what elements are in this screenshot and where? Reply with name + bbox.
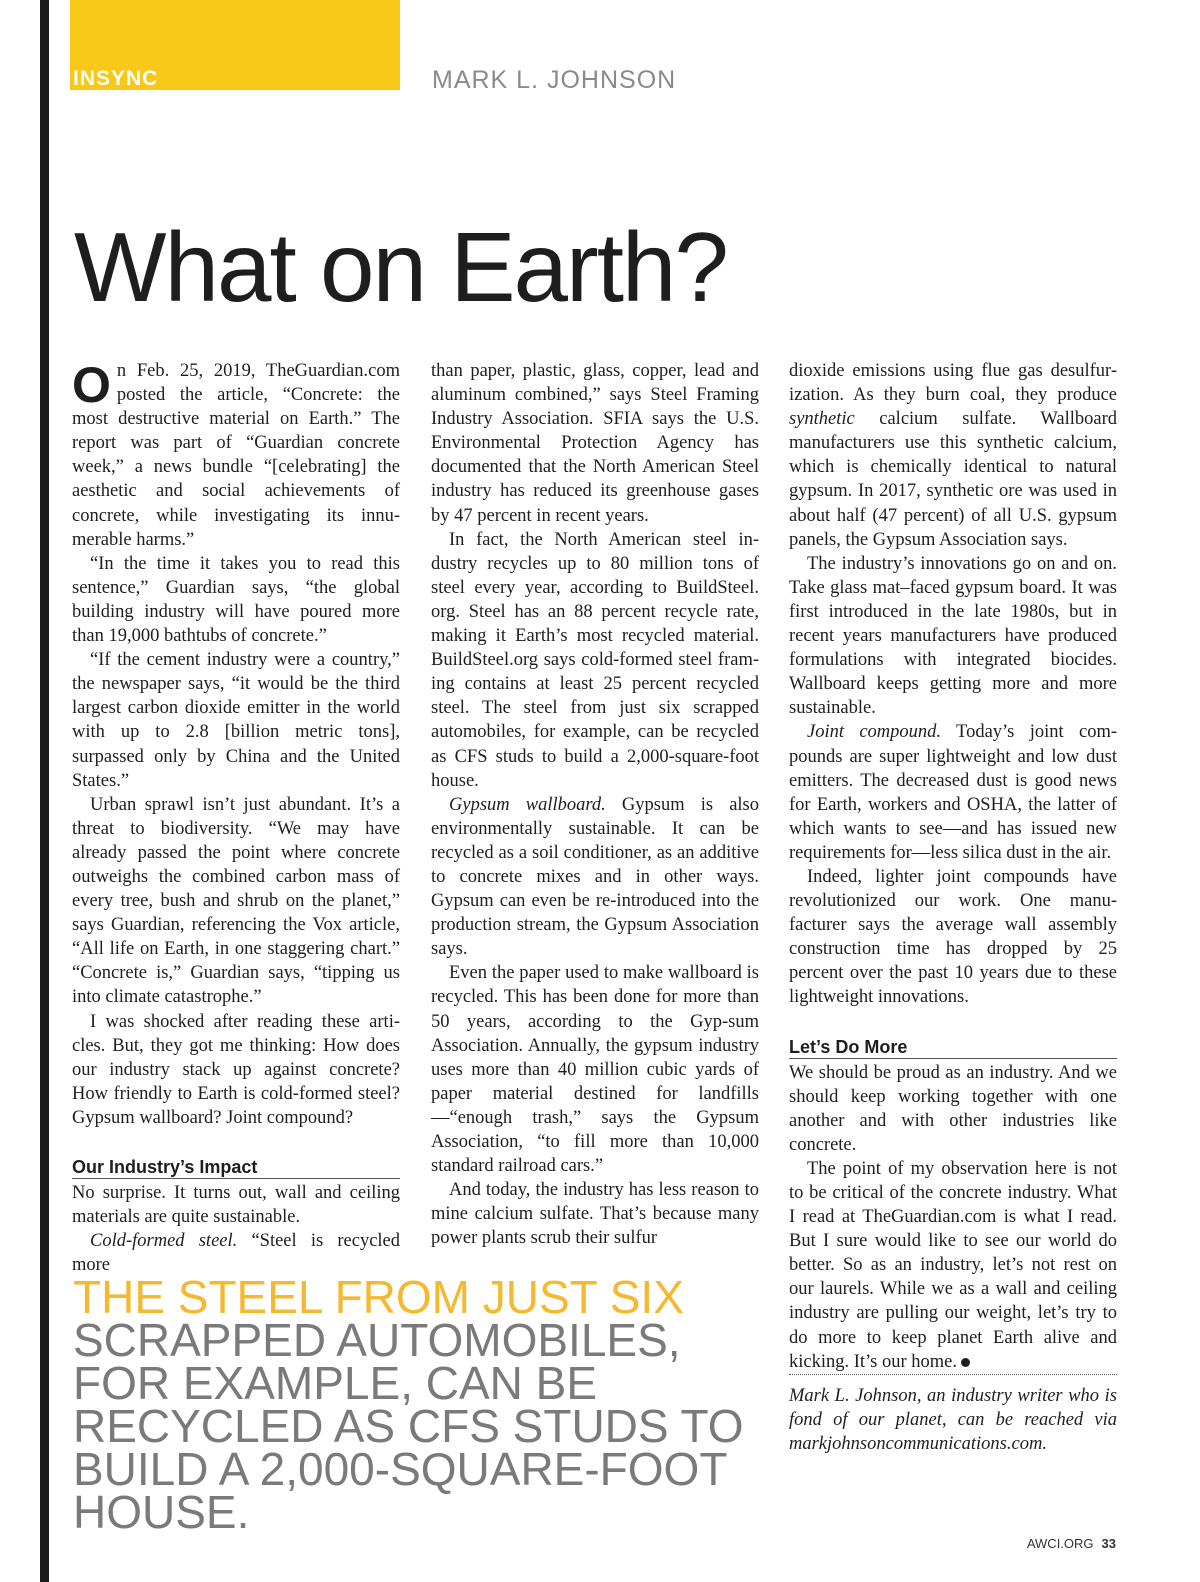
paragraph: “In the time it takes you to read this sentence,” Guardian says, “the global building industry will have poured more than 19,000 bathtubs of concrete.” — [72, 553, 400, 647]
paragraph: Joint compound. Today’s joint com-pounds are super lightweight and low dust emitters. The decreased dust is good news for Earth, workers and OSHA, the latter of which wants to see—and has issued new requirements for—less silica dust in the air. — [789, 722, 1117, 863]
article-title: What on Earth? — [74, 212, 727, 322]
run-in-head: Gypsum wallboard. — [449, 794, 606, 815]
subhead-lets-do-more: Let’s Do More — [789, 1036, 1117, 1059]
page-number: 33 — [1101, 1536, 1116, 1551]
paragraph: “If the cement industry were a country,” the newspaper says, “it would be the third largest carbon dioxide emitter in the world with up to 2.8 [billion metric tons], surpassed only by China and the United States.” — [72, 650, 400, 791]
paragraph: Indeed, lighter joint compounds have revolutionized our work. One manu-facturer says the average wall assembly construction time has dropped by 25 percent over the past 10 years due to these lightweight innovations. — [789, 866, 1117, 1008]
paragraph: The point of my observation here is not to be critical of the concrete industry. What I read at TheGuardian.com is what I read. But I sure would like to see our world do better. So as an industry, let’s not rest on our laurels. While we as a wall and ceiling industry are pulling our weight, let’s try to do more to keep planet Earth alive and kicking. It’s our home. — [789, 1158, 1117, 1372]
paragraph: dioxide emissions using flue gas desulfur-ization. As they burn coal, they produce synthetic calcium sulfate. Wallboard manufacturers use this synthetic calcium, which is chemically identical to natural gypsum. In 2017, synthetic ore was used in about half (47 percent) of all U.S. gypsum panels, the Gypsum Association says. — [789, 361, 1117, 550]
page-footer — [1027, 1536, 1116, 1551]
paragraph: We should be proud as an industry. And we should keep working together with one another and with other industries like concrete. — [789, 1062, 1117, 1155]
footer-site: AWCI.ORG — [1026, 1536, 1094, 1551]
article-column-3 — [789, 359, 1117, 1456]
end-of-article-bullet-icon — [961, 1358, 970, 1367]
article-column-2 — [431, 359, 759, 1250]
pull-quote — [73, 1271, 753, 1538]
paragraph: On Feb. 25, 2019, TheGuardian.com posted the article, “Concrete: the most destructive material on Earth.” The report was part of “Guardian concrete week,” a news bundle “[celebrating] the aesthetic and social achievements of concrete, while investigating its innu-merable harms.” — [72, 357, 400, 550]
paragraph: In fact, the North American steel in-dustry recycles up to 80 million tons of steel every year, according to BuildSteel. org. Steel has an 88 percent recycle rate, making it Earth’s most recycled material. BuildSteel.org says cold-formed steel fram-ing contains at least 25 percent recycled steel. The steel from just six scrapped automobiles, for example, can be recycled as CFS studs to build a 2,000-square-foot house. — [431, 529, 759, 791]
paragraph: And today, the industry has less reason to mine calcium sulfate. That’s because many power plants scrub their sulfur — [431, 1180, 759, 1249]
paragraph: I was shocked after reading these arti-cles. But, they got me thinking: How does our industry stack up against concrete? How friendly to Earth is cold-formed steel? Gypsum wallboard? Joint compound? — [72, 1011, 400, 1128]
paragraph: Cold-formed steel. “Steel is recycled more — [72, 1231, 401, 1276]
section-tag: INSYNC — [73, 67, 159, 90]
paragraph: The industry’s innovations go on and on. Take glass mat–faced gypsum board. It was first introduced in the late 1980s, but in recent years manufacturers have produced formulations with integrated biocides. Wallboard keeps getting more and more sustainable. — [789, 553, 1117, 719]
paragraph: than paper, plastic, glass, copper, lead and aluminum combined,” says Steel Framing Industry Association. SFIA says the U.S. Environmental Protection Agency has documented that the North American Steel industry has reduced its greenhouse gases by 47 percent in recent years. — [431, 361, 759, 526]
article-column-1 — [72, 359, 400, 1277]
paragraph: Even the paper used to make wallboard is recycled. This has been done for more than 50 years, according to the Gyp-sum Association. Annually, the gypsum industry uses more than 40 million cubic yards of paper material destined for landfills—“enough trash,” says the Gypsum Association, “to fill more than 10,000 standard railroad cars.” — [431, 963, 759, 1177]
left-margin-bar — [40, 0, 49, 1582]
subhead-industry-impact: Our Industry’s Impact — [72, 1156, 400, 1179]
paragraph: No surprise. It turns out, wall and ceiling materials are quite sustainable. — [72, 1183, 400, 1228]
run-in-head: Cold-formed steel. — [90, 1231, 238, 1252]
author-bio: Mark L. Johnson, an industry writer who is fond of our planet, can be reached via markjohnsoncommunications.com. — [789, 1374, 1117, 1456]
author-header: MARK L. JOHNSON — [432, 66, 677, 94]
paragraph: Urban sprawl isn’t just abundant. It’s a threat to biodiversity. “We may have already passed the point where concrete outweighs the combined carbon mass of every tree, bush and shrub on the planet,” says Guardian, referencing the Vox article, “All life on Earth, in one staggering chart.” “Concrete is,” Guardian says, “tipping us into climate catastrophe.” — [72, 794, 400, 1008]
pull-quote-body: SCRAPPED AUTOMOBILES, FOR EXAMPLE, CAN BE RECYCLED AS CFS STUDS TO BUILD A 2,000-SQUARE-FOOT HOUSE. — [73, 1314, 744, 1538]
drop-cap: O — [72, 357, 111, 413]
paragraph: Gypsum wallboard. Gypsum is also environmentally sustainable. It can be recycled as a soil conditioner, as an additive to concrete mixes and in other ways. Gypsum can even be re-introduced into the production stream, the Gypsum Association says. — [431, 794, 760, 960]
run-in-head: Joint compound. — [807, 722, 942, 743]
pull-quote-highlight: THE STEEL FROM JUST SIX — [73, 1271, 684, 1323]
